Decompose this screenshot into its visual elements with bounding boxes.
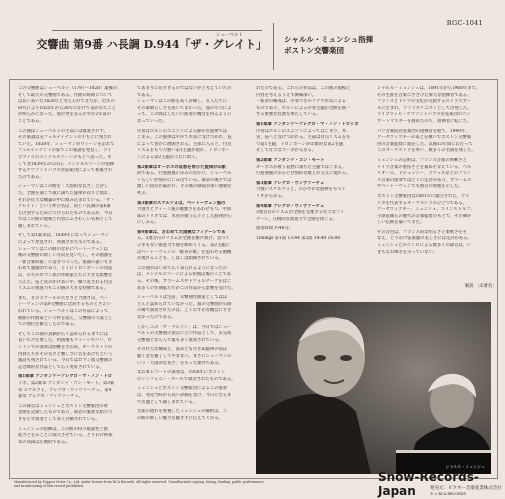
notes-line: じまる。この旋律はやがて木管に受けつがれ、弦	[137, 135, 232, 141]
notes-line: 逸話も残されている。今日ではロマン派交響曲の	[18, 358, 113, 364]
notes-line: 呼ぶ。	[137, 190, 150, 196]
notes-line: そして壮大なコーダからなる。	[256, 148, 317, 154]
notes-line: め多くの作曲家たちがこの作品から影響を受けた。	[137, 285, 236, 291]
notes-line: たのである。	[18, 174, 44, 180]
notes-line: このオーケストラを率い、数多くの名演を残した。	[377, 148, 476, 154]
notes-line: ルに生まれ、ヴァイオリニストとして出発した。	[377, 105, 472, 111]
notes-line: ていた。1838年、シューマンがウィーンを訪れて	[18, 141, 115, 147]
copyright-line: © ℗ RCA RECORDS	[430, 492, 466, 496]
notes-line: 「新音楽時報」に書きつづった。楽器の扱いもき	[18, 259, 113, 265]
notes-column-1	[18, 86, 132, 473]
notes-line: しい伝統を築いてきた。	[377, 220, 425, 226]
notes-line: 演奏時間 約48分。	[256, 226, 293, 232]
notes-line: トーヴェンの第9交響曲に比肩するものとさえい	[18, 302, 111, 308]
notes-line: 行進曲風の歩みと抒情的な歌とが交互に現れる。	[256, 171, 351, 177]
notes-line: た。全曲を通じて歌に満ちた旋律が次々と現れ、	[18, 190, 113, 196]
notes-line: やベートーヴェンでも独自の境地を示した。	[377, 184, 463, 190]
notes-line: サートマスターを務めたのち、指揮者に転じた。	[377, 118, 472, 124]
notes-line: ス音楽の演奏ではとくに定評があり、ブラームス	[377, 177, 472, 183]
notes-line: その音色は、フランス的な明るさと柔軟さをそ	[377, 229, 468, 235]
notes-line: リオーズ、ドビュッシー、ラヴェルなどのフラン	[377, 171, 472, 177]
notes-line: シューマンはこの曲を「天国的な長さ」と評し	[18, 184, 109, 190]
notes-line: は、のちのロマン派の作曲家たちに大きな影響を	[18, 273, 113, 279]
notes-line: ミュンシュとボストン交響楽団によるこの演奏	[137, 386, 227, 392]
notes-line: ドイツ音楽の重厚さとを兼ねそなえている。ベル	[377, 164, 472, 170]
notes-line: が明らかになった。彼が世を去るわずか2年前の	[18, 112, 111, 118]
notes-line: リズムの推進力もこの曲の大きな特徴である。	[18, 286, 109, 292]
shop-watermark: Snow-Records-Japan	[378, 470, 479, 498]
notes-line: ッポ。第2楽章 アンダンテ・コン・モート。第3楽	[18, 380, 115, 386]
notes-line: 激しい頂点が築かれ、その後の静寂が深い感動を	[137, 184, 232, 190]
composer-ruby: シューベルト	[216, 33, 243, 38]
notes-line: シャルル・ミュンシュは、1891年から1968年まで、	[377, 86, 480, 91]
notes-line: その生涯を音楽にささげた偉大な指揮者である。	[377, 92, 472, 98]
notes-line: 親しまれている。	[18, 223, 53, 229]
notes-line: その楽譜は兄フェルディナントの手もとに残され	[18, 135, 112, 141]
notes-line: して翌1839年3月21日、メンデルスゾーンの指揮	[18, 161, 115, 167]
notes-line: 歌曲の作曲家という枠を超え、交響曲の大家とし	[18, 315, 113, 321]
notes-line: によって発見され、初演されたものである。	[18, 240, 105, 246]
legal-notice: Manufactured by Nippon Victor Co., Ltd. under license from RCA Records. All rights reserved. Unauthorized copying, hiring, lending, public performance and broadcasting of this record prohibited.	[14, 480, 264, 488]
header-divider	[273, 23, 274, 70]
notes-line: フェルディナントの家でこの楽譜を発見し、ライ	[18, 148, 112, 154]
notes-line: てあまりに長すぎるのではないかと考えていたの	[137, 86, 232, 91]
notes-line: リカを代表するオーケストラのひとつである。	[377, 200, 467, 206]
notes-line: 第2楽章はオーボエの哀愁を帯びた旋律が印象	[137, 164, 226, 170]
notes-line: は長いあいだ1828年と考えられてきたが、近年の	[18, 99, 115, 105]
work-title: 交響曲 第9番 ハ長調 D.944「ザ・グレイト」	[36, 38, 267, 51]
notes-line: ベルトの交響曲の頂点に立つ作品として、未完成	[137, 331, 232, 337]
notes-line: 音楽の流れを重視したミュンシュの解釈は、こ	[137, 409, 227, 415]
notes-line: ことである。	[18, 118, 44, 124]
notes-line: 小澤征爾らの歴代の音楽監督のもとで、その輝か	[377, 213, 472, 219]
notes-line: って、この曲はしだいに演奏の機会を得るように	[137, 112, 232, 118]
notes-line: この曲がはじめて広く知られるようになったの	[137, 265, 228, 271]
notes-line: いう「天国的な長さ」をもった傑作である。	[137, 360, 223, 366]
notes-line: リオからなる。	[256, 193, 287, 199]
notes-line: この曲はシューベルトの生前には演奏されず、	[18, 128, 108, 134]
notes-line: ンドンでの演奏は困難をきわめ、オーケストラの	[18, 344, 113, 350]
notes-line: そしてこの曲の真価が広く認められるまでには	[18, 331, 109, 337]
header-rule	[52, 30, 262, 31]
notes-line: の場で演奏されたのは、ごくわずかな機会にすぎ	[137, 308, 232, 314]
notes-line: ひまもない推進力で曲を締めくくる。第2主題に	[137, 243, 230, 249]
notes-line: 序奏はホルンのユニゾンによる静かな旋律では	[137, 128, 228, 134]
notes-line: クーセヴィツキーのあとを継いでボストン交響楽	[377, 135, 472, 141]
notes-line: きを示す演奏として高く評価されている。	[18, 416, 100, 422]
notes-line: なっていった。	[137, 118, 168, 124]
catalog-number: RGC-1041	[446, 19, 483, 27]
photo-credit: シャルル・ミュンシュ	[445, 464, 485, 469]
notes-line: それが壮大な構築の中に組み込まれている。「ザ・	[18, 197, 115, 203]
notes-line: われている。シューベルトはこの作品によって、	[18, 309, 113, 314]
notes-line: 後の交響曲の新しい方向を見いだし、その感激を	[18, 253, 113, 259]
notes-line: そして第1楽章は、1838年になってシューマン	[18, 233, 109, 239]
notes-line: 3連音符のリズムが全曲を支配する壮大なフィ	[256, 210, 345, 216]
notes-line: なお本レコードの演奏は、1958年にボストン	[137, 370, 226, 376]
notes-line: ボストン交響楽団は1881年に創立された、アメ	[377, 193, 470, 199]
notes-line: る。その後、ブラームスやドヴォルザークをはじ	[137, 279, 232, 285]
notes-line: シューベルトは生前、交響曲作曲家としてはほ	[137, 295, 228, 301]
notes-line: オーボエが歌う哀愁に満ちた主題ではじまる。	[256, 164, 347, 170]
conductor-credit: シャルル・ミュンシュ指揮	[284, 35, 374, 44]
notes-line: 第1楽章 アンダンテ〜アレグロ・マ・ノン・トロッポ	[256, 121, 359, 127]
notes-line: ナーレ。圧倒的な推進力で全曲を閉じる。	[256, 216, 338, 222]
notes-line: のシンフォニー・ホールで録音されたものである。	[137, 376, 236, 382]
notes-line: 団員たちがその長さと難しさに音をあげたという	[18, 351, 113, 357]
notes-column-3	[256, 86, 370, 291]
notes-line: は、メンデルスゾーンによる初演以後のことであ	[137, 272, 232, 278]
notes-line: 力強さとウィーン風の優雅さをあわせもつ。中間	[137, 207, 232, 213]
notes-line: 第3楽章 アレグロ・ヴィヴァーチェ	[256, 180, 325, 186]
notes-line: 管、弦へと受けつがれる。主部は付点リズムをも	[256, 135, 351, 141]
notes-line: なかったのである。	[137, 315, 176, 320]
notes-line: る。3連音符のリズムが全曲を駆け抜け、息つく	[137, 236, 230, 242]
notes-line: 聴く者を魅了してやまない。まさにシューマンの	[137, 353, 232, 359]
notes-line: と区別するためにつけられたものであるが、今日	[18, 210, 113, 216]
notes-line: 内容を考えるうえで興味深い。	[256, 92, 317, 98]
notes-line: ての地位を確立したのである。	[18, 322, 79, 328]
notes-line: 第3楽章のスケルツォは、ベートーヴェン風の	[137, 200, 226, 206]
notes-line: するゲヴァントハウス管弦楽団によって初演され	[18, 168, 113, 174]
notes-line: 団の音楽監督に就任した。以後13年間にわたって	[377, 141, 473, 147]
notes-line: の曲の新しい魅力を聴き手に伝えてくれる。	[137, 415, 223, 421]
notes-line: 一楽章の構成は、序奏つきのソナタ形式による	[256, 99, 346, 105]
notes-line: この録音はミュンシュとボストン交響楽団の黄	[18, 403, 108, 409]
notes-line: ミュンシュの芸術は、フランス音楽の明晰さと	[377, 157, 467, 163]
notes-line: そして最大の交響曲である。作曲の時期について	[18, 92, 113, 98]
notes-line: は、発売当時から高い評価を受け、今日に至るま	[137, 392, 232, 398]
notes-line: グレイト」という呼び名は、同じハ長調の第6番	[18, 204, 111, 210]
orchestra-credit: ボストン交響楽団	[284, 46, 344, 55]
notes-line: によって豊かに展開される。主部に入ると、付点	[137, 141, 232, 147]
notes-line: にしみる。	[137, 220, 159, 226]
notes-line: ミュンシュの指揮は、この曲の持つ歌謡性と推	[18, 426, 108, 432]
notes-line: 与えた。弦と管のかけあいや、繰り返される付点	[18, 279, 113, 285]
notes-line: 力強いスケルツォと、のびやかな旋律をもつト	[256, 187, 346, 193]
notes-line: ではこの曲の規模と内容にふさわしい名称として	[18, 217, 113, 223]
notes-line: で名盤として親しまれている。	[137, 399, 198, 405]
notes-line: この交響曲はシューベルト（1797〜1828）最後の、	[18, 86, 122, 91]
notes-line: パリ音楽院管弦楽団の指揮者を経て、1949年、	[377, 128, 470, 134]
notes-line: はベートーヴェンの「歓喜の歌」を思わせる動機	[137, 249, 232, 255]
notes-line: ミュンシュとのコンビによる数多くの録音は、い	[377, 243, 472, 249]
notes-line: 楽章 アレグロ・ヴィヴァーチェ。	[18, 394, 84, 400]
notes-line: シューマンはこの曲を高く評価し、友人たちに	[137, 99, 228, 105]
notes-column-2	[137, 86, 251, 473]
notes-line: が現れることも、しばしば指摘されている。	[137, 256, 223, 262]
notes-line: シューマンはこの曲のなかにベートーヴェン以	[18, 246, 108, 252]
notes-line: なえ、とりわけ弦楽器の美しさには定評がある。	[377, 236, 472, 242]
notes-line: プツィヒのメンデルスゾーンのもとへ送った。そ	[18, 154, 112, 160]
notes-line: 交響曲とならんで最も多く演奏されている。	[137, 337, 223, 343]
notes-line: 序奏はホルンのユニゾンによってはじまり、木	[256, 128, 347, 134]
notes-line: Timings 第1面 13:44 第2面 14:40 16:08	[256, 235, 341, 241]
distributor-credit: 発売元：ビクター音楽産業株式会社	[430, 486, 502, 491]
notes-line: 章 スケルツォ、アレグロ・ヴィヴァーチェ。第4	[18, 387, 112, 393]
notes-line: ンによる第2主題がこれに続く。	[137, 154, 200, 160]
notes-line: 金期を記録したものであり、両者の緊密な結びつ	[18, 410, 113, 416]
notes-line: 第4楽章 アレグロ・ヴィヴァーチェ	[256, 203, 325, 209]
notes-line: 的である。行進曲風の歩みのなかに、シューベル	[137, 171, 232, 177]
notes-line: つ第1主題、トロンボーンが印象的な第2主題、	[256, 141, 348, 147]
notes-line: する重要な役割を果たしている。	[256, 112, 321, 118]
notes-line: クーセヴィツキー、ミュンシュ、ラインスドルフ、	[377, 207, 475, 213]
notes-column-4	[377, 86, 489, 291]
notes-line: トらしい抒情がにじみ出ている。楽章の後半では	[137, 177, 232, 183]
notes-line: 記念碑的な作品として広く愛好されている。	[18, 364, 104, 370]
notes-line: 第2楽章 アンダンテ・コン・モート	[256, 157, 325, 163]
notes-line: その素晴らしさを説いてまわった。彼の尽力によ	[137, 105, 232, 111]
notes-line: 研究により1825年から26年にかけて書かれたこと	[18, 105, 117, 111]
notes-line: また、そのスケールの大きさと力強さは、ベー	[18, 295, 109, 301]
notes-line: ライプツィヒ・ゲヴァントハウス管弦楽団のコン	[377, 112, 471, 118]
notes-line: まもなお輝きを失っていない。	[377, 249, 438, 255]
notes-line: フランスとドイツの文化が交錯するストラスブー	[377, 99, 471, 105]
notes-line: れたのである。これらの作品は、この曲の規模と	[256, 86, 351, 91]
notes-line: 第1楽章 アンダンテ〜アレグロ・マ・ノン・トロ	[18, 374, 112, 380]
notes-line: わめて独創的であり、とくにトロンボーンの用法	[18, 266, 113, 272]
notes-line: 部のトリオでは、木管が歌う広々とした旋律が心	[137, 213, 232, 219]
notes-line: とんど認められていなかった。彼の交響曲が公開	[137, 301, 232, 307]
notes-line: その壮大な構成と、汲めども尽きぬ旋律の泉は	[137, 347, 228, 353]
notes-line: である。	[137, 92, 155, 98]
notes-line: 進力とをみごとに両立させている。とりわけ終楽	[18, 433, 113, 439]
notes-line: しかしこの「ザ・グレイト」は、今日ではシュー	[137, 324, 232, 330]
notes-line: リズムをもつ力強い第1主題が現れ、トロンボー	[137, 148, 231, 154]
notes-line: ものであり、ホルンによる序奏主題が全曲を統一	[256, 105, 351, 111]
photo-illustration	[256, 302, 491, 474]
notes-line: 第4楽章は、きわめて大規模なフィナーレであ	[137, 229, 226, 235]
notes-line: 長い年月を要した。初演後もウィーンやパリ、ロ	[18, 338, 112, 344]
conductor-photo	[256, 302, 491, 474]
notes-signature: 解説 〔未署名〕	[465, 284, 497, 289]
notes-line: 章の高揚は圧倒的である。	[18, 439, 70, 445]
